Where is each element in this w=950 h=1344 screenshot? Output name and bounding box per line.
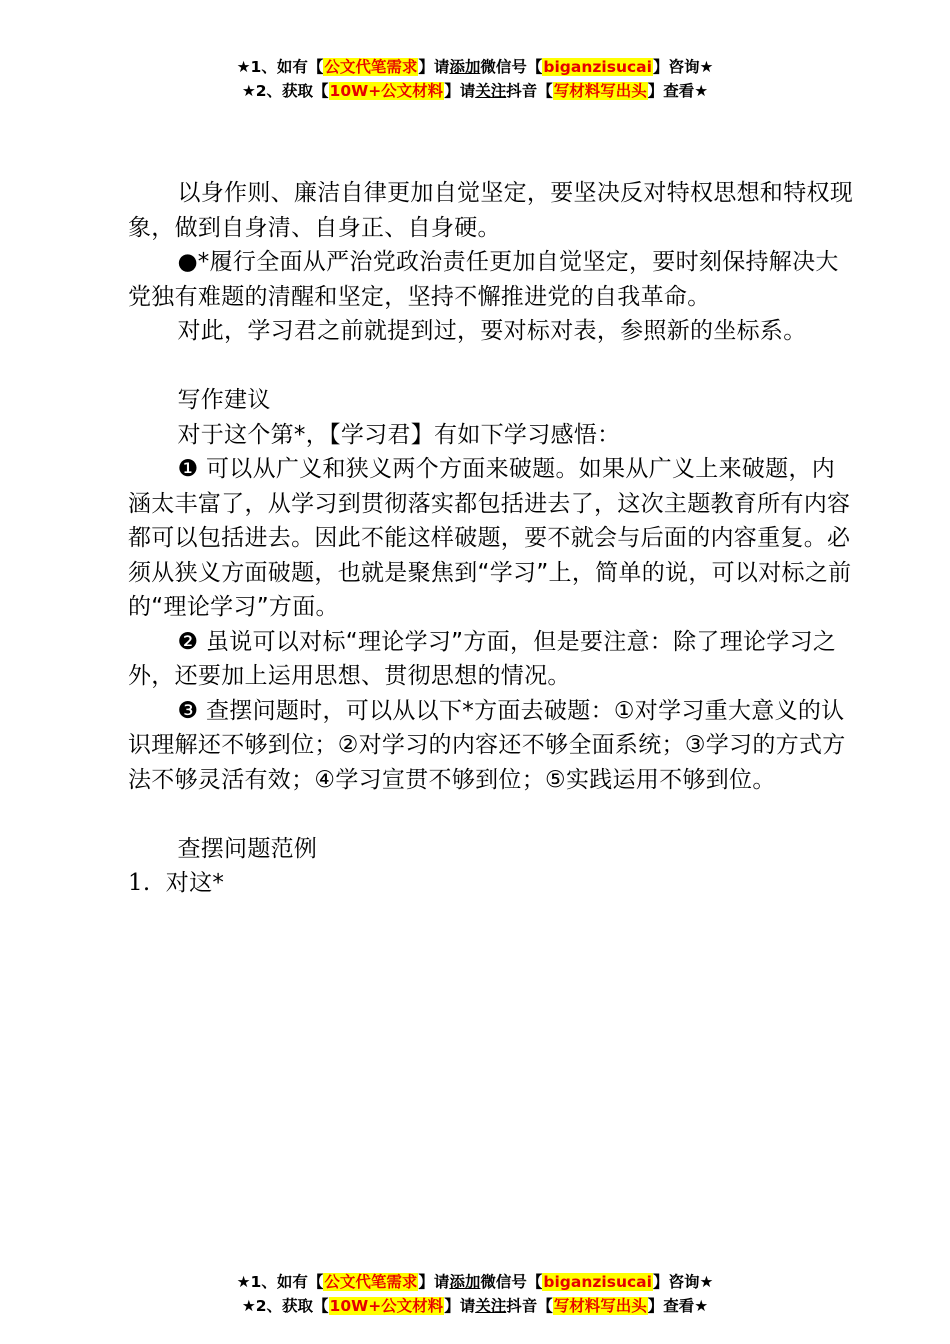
list-item: ❷ 虽说可以对标“理论学习”方面，但是要注意：除了理论学习之外，还要加上运用思想、贯彻思想的情况。 xyxy=(128,628,837,689)
banner-line-2: ★2、获取【10W+公文材料】请关注抖音【写材料写出头】查看★ xyxy=(241,1297,709,1315)
banner-line-1: ★1、如有【公文代笔需求】请添加微信号【biganzisucai】咨询★ xyxy=(236,58,714,76)
highlight-wechat-id: biganzisucai xyxy=(543,1273,652,1291)
item-text: 对这* xyxy=(165,870,225,896)
section-heading: 查摆问题范例 xyxy=(177,835,318,862)
highlight-service: 公文代笔需求 xyxy=(324,58,418,76)
banner-line-2: ★2、获取【10W+公文材料】请关注抖音【写材料写出头】查看★ xyxy=(241,82,709,100)
paragraph: 以身作则、廉洁自律更加自觉坚定，要坚决反对特权思想和特权现象，做到自身清、自身正、自身硬。 xyxy=(128,180,854,241)
banner-line-1: ★1、如有【公文代笔需求】请添加微信号【biganzisucai】咨询★ xyxy=(236,1273,714,1291)
item-number: 1. xyxy=(128,870,151,896)
paragraph: ●*履行全面从严治党政治责任更加自觉坚定，要时刻保持解决大党独有难题的清醒和坚定，坚持不懈推进党的自我革命。 xyxy=(128,249,839,310)
list-item: ❶ 可以从广义和狭义两个方面来破题。如果从广义上来破题，内涵太丰富了，从学习到贯彻落实都包括进去了，这次主题教育所有内容都可以包括进去。因此不能这样破题，要不就会与后面的内容重复。必须从狭义方面破题，也就是聚焦到“学习”上，简单的说，可以对标之前的“理论学习”方面。 xyxy=(128,456,852,620)
highlight-douyin: 写材料写出头 xyxy=(553,82,647,100)
highlight-wechat-id: biganzisucai xyxy=(543,58,652,76)
header-banner xyxy=(0,55,950,103)
highlight-service: 公文代笔需求 xyxy=(324,1273,418,1291)
highlight-douyin: 写材料写出头 xyxy=(553,1297,647,1315)
spacer xyxy=(128,797,858,832)
spacer xyxy=(128,349,858,384)
paragraph: 对于这个第*，【学习君】有如下学习感悟： xyxy=(177,421,621,448)
footer-banner xyxy=(0,1270,950,1318)
highlight-materials: 10W+公文材料 xyxy=(329,1297,444,1315)
document-body xyxy=(128,176,858,901)
numbered-item xyxy=(128,866,858,901)
list-item: ❸ 查摆问题时，可以从以下*方面去破题：①对学习重大意义的认识理解还不够到位；②对学习的内容还不够全面系统；③学习的方式方法不够灵活有效；④学习宣贯不够到位；⑤实践运用不够到位。 xyxy=(128,697,846,793)
section-heading: 写作建议 xyxy=(177,387,271,413)
highlight-materials: 10W+公文材料 xyxy=(329,82,444,100)
paragraph: 对此，学习君之前就提到过，要对标对表，参照新的坐标系。 xyxy=(177,318,807,344)
